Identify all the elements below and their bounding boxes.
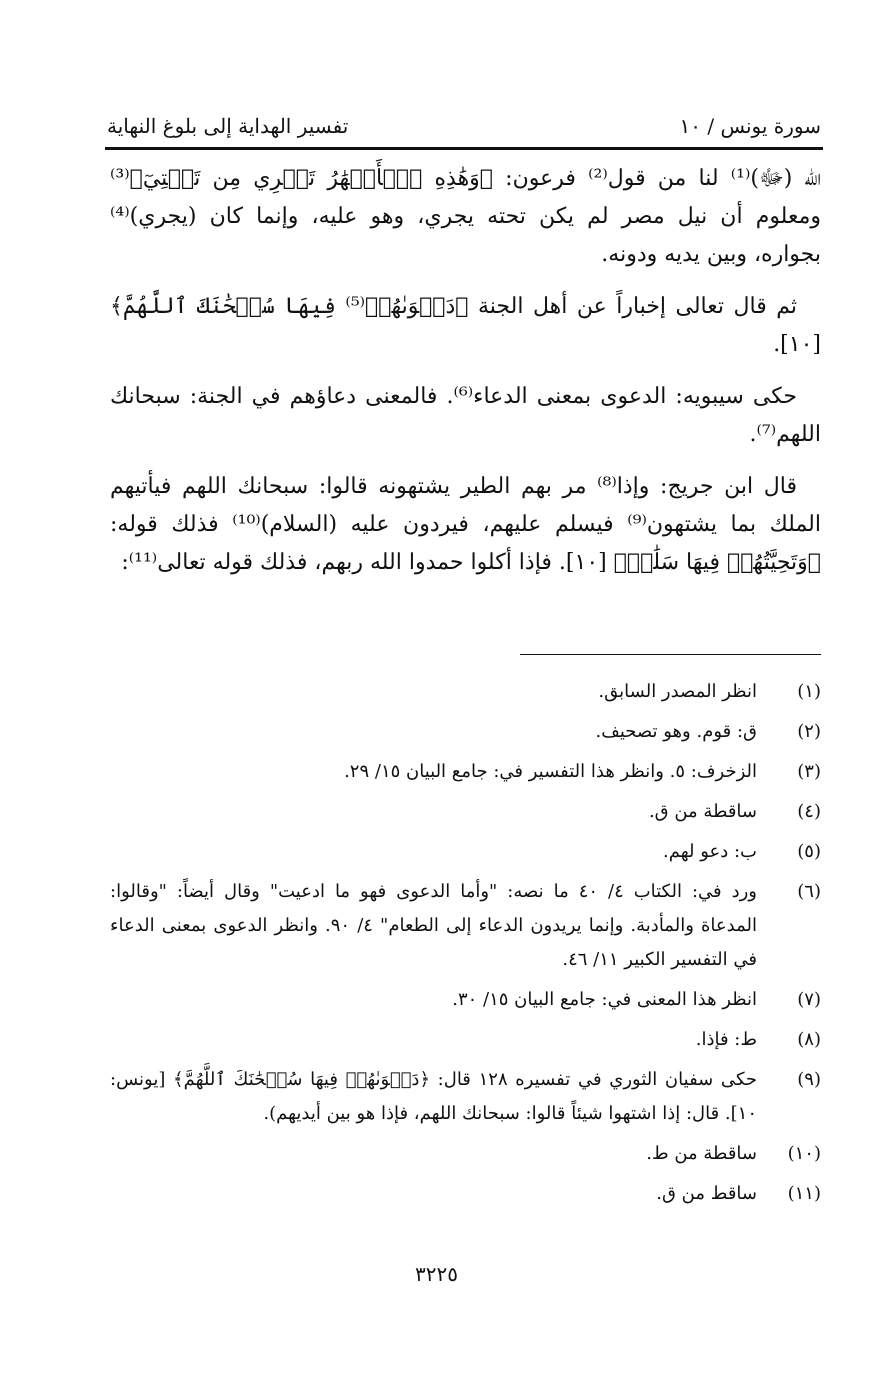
footnote-number: (٨): [797, 1029, 821, 1050]
footnote-text: ساقط من ق.: [656, 1183, 757, 1204]
paragraph: ثم قال تعالى إخباراً عن أهل الجنة ﴿دَعۡوَىٰهُمۡ⁽⁵⁾ فِيهَا سُبۡحَٰنَكَ ٱللَّهُمَّ﴾ [١٠].: [110, 294, 821, 357]
footnote-text: ط: فإذا.: [695, 1029, 757, 1050]
footnotes-list: [110, 675, 821, 1217]
footnote: [110, 1137, 821, 1171]
footnote-number: (٦): [797, 881, 821, 902]
footnote-separator: [520, 654, 821, 655]
header-rule: [105, 147, 823, 150]
footnote-number: (٢): [797, 721, 821, 742]
footnote-text: ق: قوم. وهو تصحيف.: [595, 721, 757, 742]
paragraph: الله (ﷻ)⁽¹⁾ لنا من قول⁽²⁾ فرعون: ﴿وَهَٰذِهِ ٱلۡأَنۡهَٰرُ تَجۡرِي مِن تَحۡتِيٓ﴾⁽³⁾ ومعلوم أن نيل مصر لم يكن تحته يجري، وهو عليه، وإنما كان (يجري)⁽⁴⁾ بجواره، وبين يديه ودونه.: [110, 166, 821, 267]
footnote: [110, 1063, 821, 1131]
paragraph: حكى سيبويه: الدعوى بمعنى الدعاء⁽⁶⁾. فالمعنى دعاؤهم في الجنة: سبحانك اللهم⁽⁷⁾.: [110, 384, 821, 447]
page-number: ٣٢٢٥: [415, 1262, 458, 1286]
footnote-text: ساقطة من ق.: [648, 801, 757, 822]
footnote: [110, 795, 821, 829]
footnote: [110, 875, 821, 977]
page-header: [107, 108, 821, 144]
footnote-number: (٤): [797, 801, 821, 822]
footnote-text: انظر المصدر السابق.: [598, 681, 757, 702]
footnote-number: (١١): [787, 1183, 821, 1204]
footnote-text: الزخرف: ٥. وانظر هذا التفسير في: جامع البيان ١٥/ ٢٩.: [344, 761, 757, 782]
footnote-number: (٧): [797, 989, 821, 1010]
footnote: [110, 715, 821, 749]
footnote: [110, 675, 821, 709]
footnote-number: (١٠): [787, 1143, 821, 1164]
paragraph: قال ابن جريج: وإذا⁽⁸⁾ مر بهم الطير يشتهونه قالوا: سبحانك اللهم فيأتيهم الملك بما يشتهون⁽⁹⁾ فيسلم عليهم، فيردون عليه (السلام)⁽¹⁰⁾ فذلك قوله: ﴿وَتَحِيَّتُهُمۡ فِيهَا سَلَٰمٞ﴾ [١٠]. فإذا أكلوا حمدوا الله ربهم، فذلك قوله تعالى⁽¹¹⁾:: [110, 474, 821, 575]
main-text: [110, 160, 821, 596]
footnote-number: (٩): [797, 1069, 821, 1090]
footnote: [110, 1177, 821, 1211]
surah-reference: سورة يونس / ١٠: [679, 114, 821, 138]
footnote: [110, 835, 821, 869]
footnote-text: ورد في: الكتاب ٤/ ٤٠ ما نصه: "وأما الدعوى فهو ما ادعيت" وقال أيضاً: "وقالوا: المدعاة والمأدبة. وإنما يريدون الدعاء إلى الطعام" ٤/ ٩٠. وانظر الدعوى بمعنى الدعاء في التفسير الكبير ١١/ ٤٦.: [110, 881, 757, 970]
footnote-text: انظر هذا المعنى في: جامع البيان ١٥/ ٣٠.: [452, 989, 757, 1010]
footnote-number: (٥): [797, 841, 821, 862]
book-title: تفسير الهداية إلى بلوغ النهاية: [107, 114, 349, 138]
footnote-text: حكى سفيان الثوري في تفسيره ١٢٨ قال: ﴿دَعۡوَىٰهُمۡ فِيهَا سُبۡحَٰنَكَ ٱللَّهُمَّ﴾ [يونس: ١٠]. قال: إذا اشتهوا شيئاً قالوا: سبحانك اللهم، فإذا هو بين أيديهم).: [110, 1069, 758, 1124]
footnote: [110, 983, 821, 1017]
footnote-text: ب: دعو لهم.: [663, 841, 757, 862]
footnote-text: ساقطة من ط.: [646, 1143, 757, 1164]
footnote: [110, 755, 821, 789]
footnote-number: (١): [797, 681, 821, 702]
footnote-number: (٣): [797, 761, 821, 782]
footnote: [110, 1023, 821, 1057]
